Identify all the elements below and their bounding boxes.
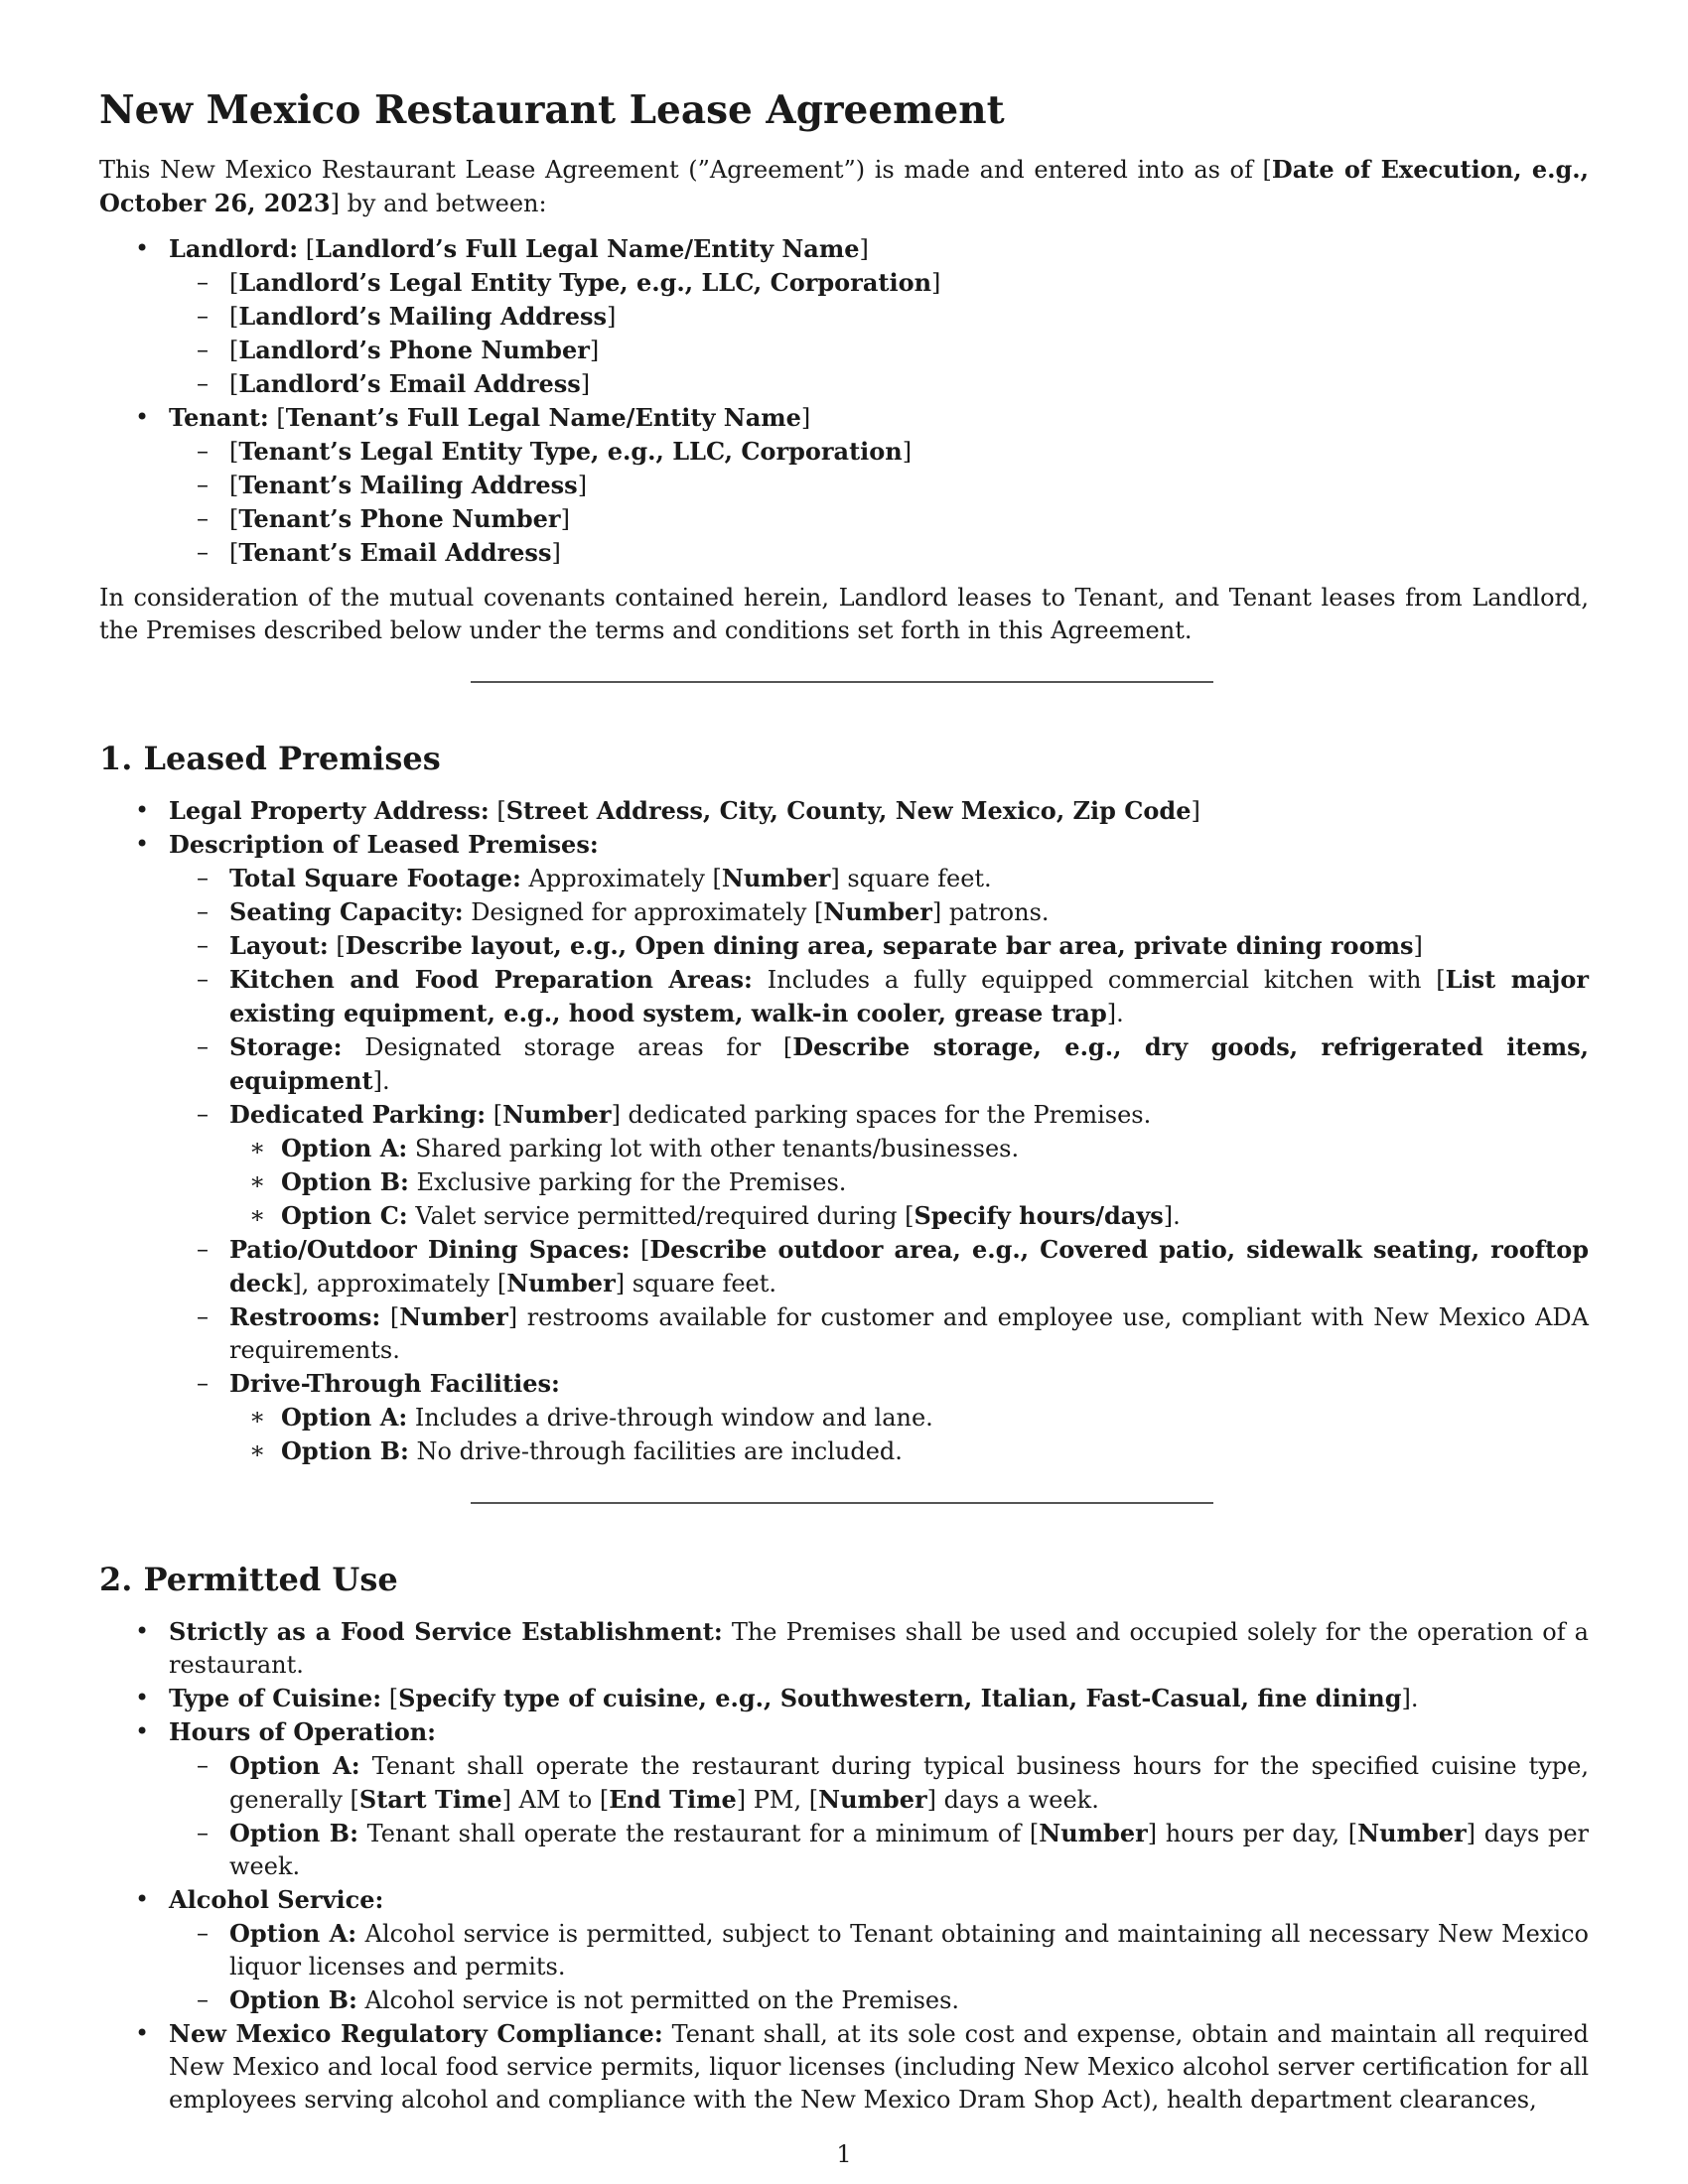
- document-title: New Mexico Restaurant Lease Agreement: [99, 87, 1005, 133]
- section-divider: [471, 681, 1213, 683]
- execution-date-placeholder: Date of Execution, e.g., October 26, 2023: [99, 155, 1590, 217]
- list-item: • Alcohol Service: – Option A: Alcohol service is permitted, subject to Tenant obtaining and maintaining all necessary New Mexico liquor licenses and permits. – Option B: Alcohol service is not permitted on the Premises.: [99, 1883, 1589, 2017]
- parties-list: [99, 232, 1589, 570]
- list-item: – Seating Capacity: Designed for approximately [Number] patrons.: [169, 895, 1589, 929]
- list-item: – [Landlord’s Mailing Address]: [169, 300, 1589, 334]
- list-item: • Tenant: [Tenant’s Full Legal Name/Entity Name] – [Tenant’s Legal Entity Type, e.g., LLC, Corporation] – [Tenant’s Mailing Address] – [Tenant’s Phone Number] – [Tenant’s Email Address]: [99, 401, 1589, 570]
- alcohol-options-list: [169, 1917, 1589, 2017]
- list-item: – Drive-Through Facilities: ∗ Option A: Includes a drive-through window and lane. ∗ Option B: No drive-through facilities are included.: [169, 1367, 1589, 1468]
- list-item: – Restrooms: [Number] restrooms available for customer and employee use, compliant with New Mexico ADA requirements.: [169, 1300, 1589, 1367]
- section-permitted-use: [99, 1560, 1589, 2116]
- list-item: • Type of Cuisine: [Specify type of cuisine, e.g., Southwestern, Italian, Fast-Casual, fine dining].: [99, 1682, 1589, 1715]
- landlord-name-placeholder: Landlord’s Full Legal Name/Entity Name: [315, 234, 860, 263]
- section-heading: 2. Permitted Use: [99, 1561, 398, 1598]
- list-item: – Storage: Designated storage areas for [Describe storage, e.g., dry goods, refrigerated items, equipment].: [169, 1030, 1589, 1098]
- list-item: • Strictly as a Food Service Establishment: The Premises shall be used and occupied solely for the operation of a restaurant.: [99, 1615, 1589, 1682]
- list-item: – [Landlord’s Legal Entity Type, e.g., LLC, Corporation]: [169, 266, 1589, 300]
- list-item: • Hours of Operation: – Option A: Tenant shall operate the restaurant during typical business hours for the specified cuisine type, generally [Start Time] AM to [End Time] PM, [Number] days a week. – Option B: Tenant shall operate the restaurant for a minimum of [Number] hours per day, [Number] days per week.: [99, 1715, 1589, 1883]
- section-divider: [471, 1502, 1213, 1504]
- list-item: ∗ Option B: No drive-through facilities are included.: [229, 1434, 1589, 1468]
- list-item: – [Tenant’s Phone Number]: [169, 502, 1589, 536]
- list-item: – [Landlord’s Email Address]: [169, 367, 1589, 401]
- list-item: ∗ Option C: Valet service permitted/required during [Specify hours/days].: [229, 1199, 1589, 1233]
- section-leased-premises: [99, 739, 1589, 1468]
- list-item: – Option A: Tenant shall operate the restaurant during typical business hours for the specified cuisine type, generally [Start Time] AM to [End Time] PM, [Number] days a week.: [169, 1749, 1589, 1817]
- list-item: – Option A: Alcohol service is permitted, subject to Tenant obtaining and maintaining all necessary New Mexico liquor licenses and permits.: [169, 1917, 1589, 1983]
- list-item: – Patio/Outdoor Dining Spaces: [Describe outdoor area, e.g., Covered patio, sidewalk seating, rooftop deck], approximately [Number] square feet.: [169, 1233, 1589, 1300]
- tenant-name-placeholder: Tenant’s Full Legal Name/Entity Name: [285, 403, 801, 432]
- premises-description-list: [169, 862, 1589, 1468]
- list-item: • Legal Property Address: [Street Address, City, County, New Mexico, Zip Code]: [99, 794, 1589, 828]
- list-item: ∗ Option A: Includes a drive-through window and lane.: [229, 1401, 1589, 1434]
- list-item: – [Tenant’s Mailing Address]: [169, 469, 1589, 502]
- list-item: – Total Square Footage: Approximately [Number] square feet.: [169, 862, 1589, 895]
- list-item: ∗ Option B: Exclusive parking for the Premises.: [229, 1165, 1589, 1199]
- list-item: – Layout: [Describe layout, e.g., Open dining area, separate bar area, private dining rooms]: [169, 929, 1589, 963]
- hours-options-list: [169, 1749, 1589, 1883]
- list-item: • Landlord: [Landlord’s Full Legal Name/Entity Name] – [Landlord’s Legal Entity Type, e.g., LLC, Corporation] – [Landlord’s Mailing Address] – [Landlord’s Phone Number] – [Landlord’s Email Address]: [99, 232, 1589, 401]
- list-item: – Option B: Alcohol service is not permitted on the Premises.: [169, 1983, 1589, 2017]
- list-item: • Description of Leased Premises: – Total Square Footage: Approximately [Number] square feet. – Seating Capacity: Designed for approximately [Number] patrons. – Layout: [Describe layout, e.g., Open dining area, separate bar area, private dining rooms] – Kitchen and Food Preparation Areas: Includes a fully equipped commercial kitchen with [List major existing equipment, e.g., hood system, walk-in cooler, grease trap]. – Storage: Designated storage areas for [Describe storage, e.g., dry goods, refrigerated items, equipment]. – Dedicated Parking: [Number] dedicated parking spaces for the Premises. ∗ Option A: Shared parking lot with other tenants/businesses. ∗ Option B: Exclusive parking for the Premises. ∗ Option C: Valet service permitted/required during [Specify hours/days]. – Patio/Outdoor Dining Spaces: [Describe outdoor area, e.g., Covered patio, sidewalk seating, rooftop deck], approximately [Number] square feet. – Restrooms: [Number] restrooms available for customer and employee use, compliant with New Mexico ADA requirements. – Drive-Through Facilities: ∗ Option A: Includes a drive-through window and lane. ∗ Option B: No drive-through facilities are included.: [99, 828, 1589, 1468]
- section-heading: 1. Leased Premises: [99, 740, 441, 777]
- parking-options-list: [229, 1132, 1589, 1233]
- list-item: – [Tenant’s Legal Entity Type, e.g., LLC, Corporation]: [169, 435, 1589, 469]
- intro-paragraph: This New Mexico Restaurant Lease Agreement (”Agreement”) is made and entered into as of [Date of Execution, e.g., October 26, 2023] by and between:: [99, 155, 1590, 217]
- page-number: 1: [836, 2140, 852, 2168]
- list-item: – Kitchen and Food Preparation Areas: Includes a fully equipped commercial kitchen with [List major existing equipment, e.g., hood system, walk-in cooler, grease trap].: [169, 963, 1589, 1030]
- drive-through-options-list: [229, 1401, 1589, 1468]
- consideration-paragraph: In consideration of the mutual covenants contained herein, Landlord leases to Tenant, and Tenant leases from Landlord, the Premises described below under the terms and conditions set forth in this Agreement.: [99, 584, 1589, 644]
- document-page: [99, 85, 1589, 2116]
- list-item: • New Mexico Regulatory Compliance: Tenant shall, at its sole cost and expense, obtain and maintain all required New Mexico and local food service permits, liquor licenses (including New Mexico alcohol server certification for all employees serving alcohol and compliance with the New Mexico Dram Shop Act), health department clearances,: [99, 2017, 1589, 2116]
- landlord-details-list: [169, 266, 1589, 401]
- list-item: – [Tenant’s Email Address]: [169, 536, 1589, 570]
- list-item: ∗ Option A: Shared parking lot with other tenants/businesses.: [229, 1132, 1589, 1165]
- list-item: – [Landlord’s Phone Number]: [169, 334, 1589, 367]
- permitted-use-list: [99, 1615, 1589, 2116]
- list-item: – Option B: Tenant shall operate the restaurant for a minimum of [Number] hours per day, [Number] days per week.: [169, 1817, 1589, 1883]
- premises-list: [99, 794, 1589, 1468]
- list-item: – Dedicated Parking: [Number] dedicated parking spaces for the Premises. ∗ Option A: Shared parking lot with other tenants/businesses. ∗ Option B: Exclusive parking for the Premises. ∗ Option C: Valet service permitted/required during [Specify hours/days].: [169, 1098, 1589, 1233]
- tenant-details-list: [169, 435, 1589, 570]
